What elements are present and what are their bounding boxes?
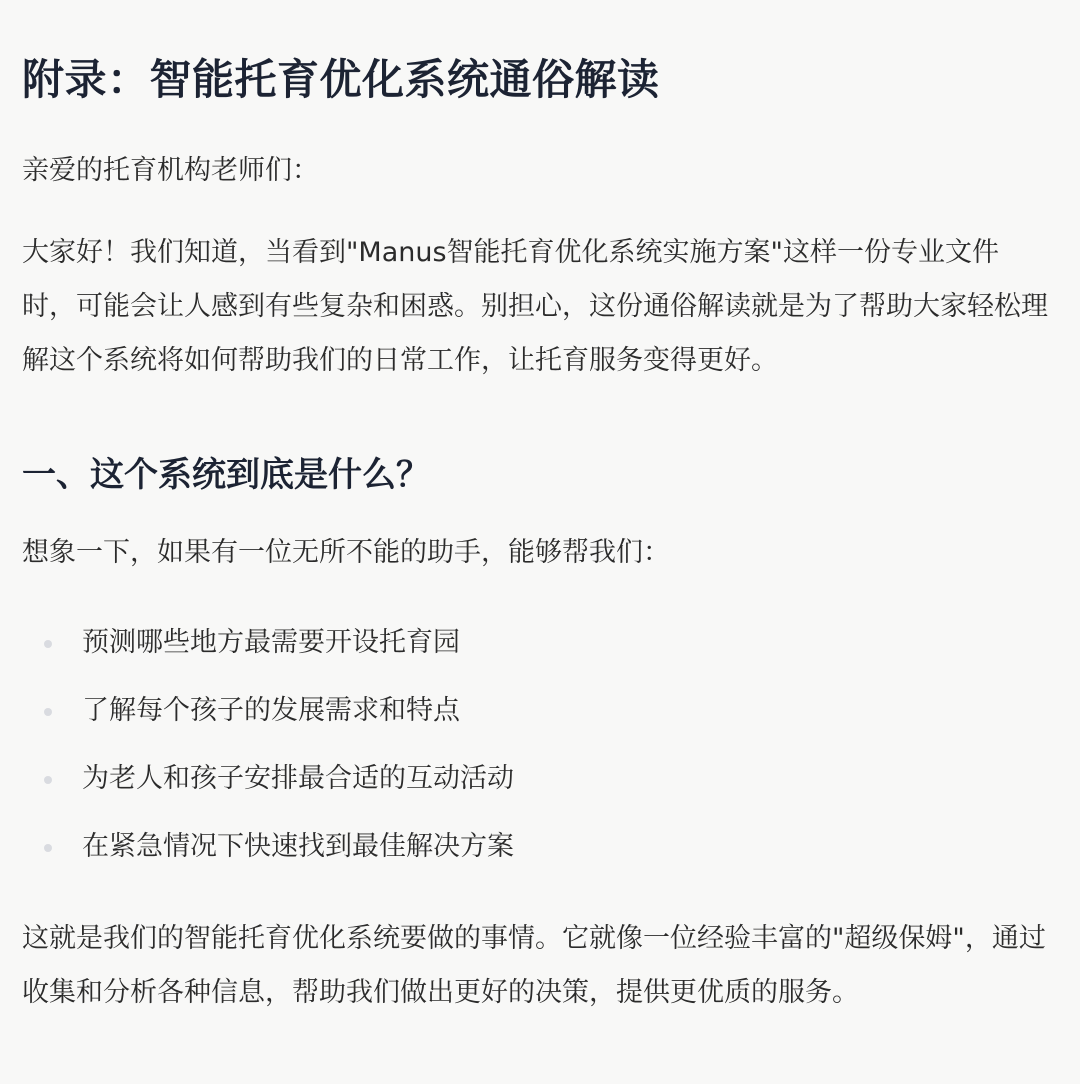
section-heading: 一、这个系统到底是什么？: [22, 455, 430, 495]
greeting-paragraph: 亲爱的托育机构老师们：: [22, 155, 319, 186]
list-item: [22, 684, 1052, 752]
list-item: [22, 820, 1052, 888]
list-item-text: 了解每个孩子的发展需求和特点: [82, 695, 460, 726]
bullet-icon: [44, 640, 52, 648]
intro-paragraph: 大家好！我们知道，当看到"Manus智能托育优化系统实施方案"这样一份专业文件时，可能会让人感到有些复杂和困惑。别担心，这份通俗解读就是为了帮助大家轻松理解这个系统将如何帮助我们的日常工作，让托育服务变得更好。: [22, 237, 1048, 376]
summary-paragraph: 这就是我们的智能托育优化系统要做的事情。它就像一位经验丰富的"超级保姆"，通过收集和分析各种信息，帮助我们做出更好的决策，提供更优质的服务。: [22, 923, 1046, 1008]
section-lead-paragraph: 想象一下，如果有一位无所不能的助手，能够帮我们：: [22, 537, 670, 568]
list-item-text: 为老人和孩子安排最合适的互动活动: [82, 763, 514, 794]
list-item-text: 预测哪些地方最需要开设托育园: [82, 627, 460, 658]
bullet-icon: [44, 776, 52, 784]
feature-list: [22, 616, 1052, 888]
page-title: 附录：智能托育优化系统通俗解读: [22, 55, 660, 104]
list-item: [22, 752, 1052, 820]
bullet-icon: [44, 708, 52, 716]
bullet-icon: [44, 844, 52, 852]
list-item: [22, 616, 1052, 684]
list-item-text: 在紧急情况下快速找到最佳解决方案: [82, 831, 514, 862]
